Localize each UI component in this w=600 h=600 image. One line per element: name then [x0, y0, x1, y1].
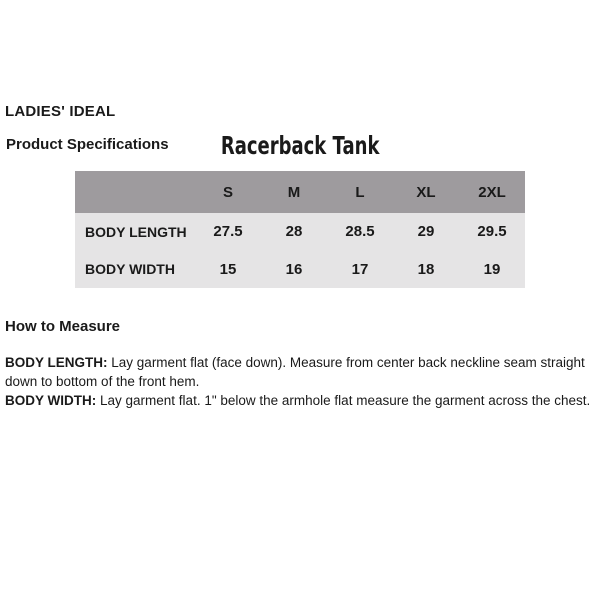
spec-value: 28.5 — [345, 223, 375, 241]
spec-value: 15 — [219, 260, 237, 278]
product-title: Racerback Tank — [220, 131, 380, 160]
table-row-body-length — [75, 213, 525, 251]
spec-value: 28 — [285, 223, 303, 241]
size-table-header-row — [75, 171, 525, 213]
brand-title: LADIES' IDEAL — [5, 103, 116, 120]
size-column-header-m: M — [287, 183, 301, 201]
size-column-header-s: S — [222, 183, 233, 201]
how-to-measure-section — [5, 353, 597, 410]
product-specifications-label: Product Specifications — [6, 136, 169, 153]
size-spec-table — [75, 171, 525, 288]
measure-term-body-length: BODY LENGTH: — [5, 355, 108, 370]
how-to-measure-heading: How to Measure — [5, 318, 121, 335]
row-label: BODY LENGTH — [85, 223, 187, 240]
table-row-body-width — [75, 251, 525, 289]
spec-value: 29.5 — [477, 223, 507, 241]
spec-value: 16 — [285, 260, 303, 278]
spec-value: 19 — [483, 260, 501, 278]
spec-value: 27.5 — [213, 223, 243, 241]
product-title-container — [0, 131, 600, 160]
size-column-header-xl: XL — [416, 183, 436, 201]
spec-value: 29 — [417, 223, 435, 241]
size-column-header-2xl: 2XL — [478, 183, 506, 201]
measure-description-body-length: Lay garment flat (face down). Measure from center back neckline seam straight down to bottom of the front hem. — [5, 355, 585, 389]
measure-item-body-length — [5, 353, 597, 391]
spec-value: 17 — [351, 260, 369, 278]
header-empty-cell — [75, 171, 195, 213]
size-column-header-l: L — [355, 183, 365, 201]
row-label: BODY WIDTH — [85, 261, 175, 278]
measure-term-body-width: BODY WIDTH: — [5, 393, 97, 408]
measure-description-body-width: Lay garment flat. 1" below the armhole flat measure the garment across the chest. — [100, 393, 591, 408]
measure-item-body-width — [5, 391, 597, 410]
spec-value: 18 — [417, 260, 435, 278]
